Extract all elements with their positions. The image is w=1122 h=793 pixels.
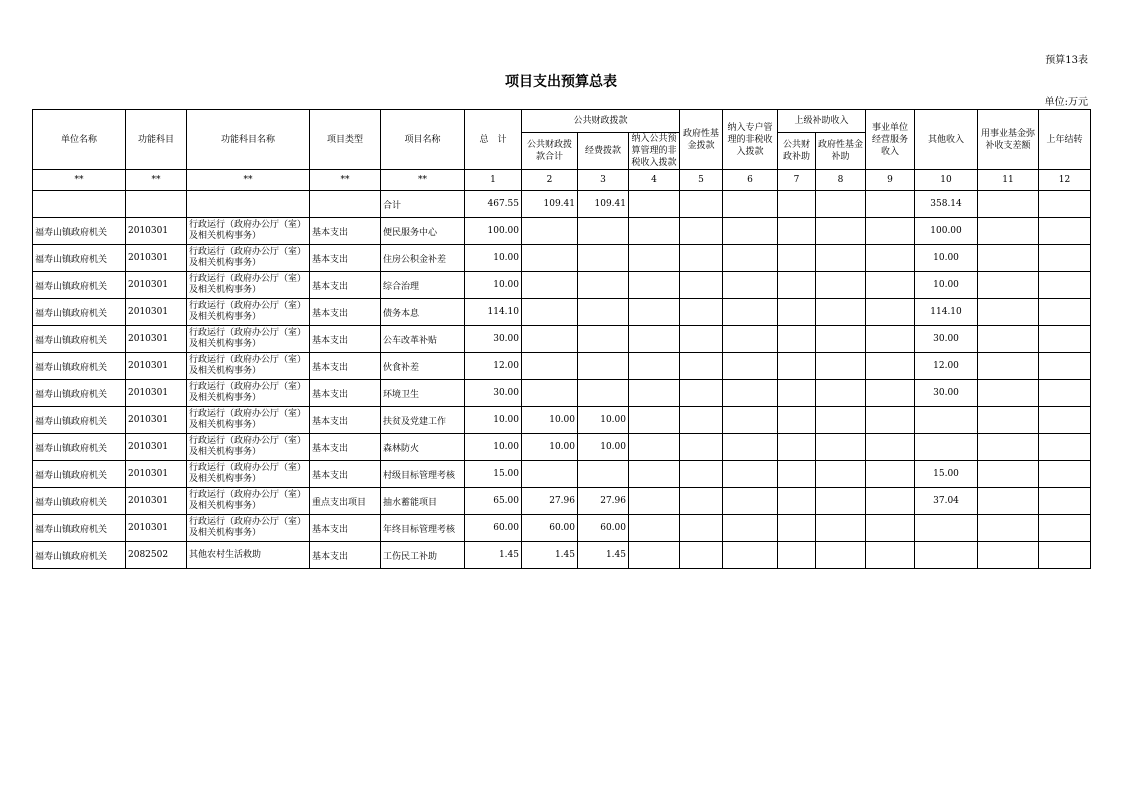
cell-pf-funds [578,299,629,326]
index-cell: 2 [522,170,578,191]
cell-func-code: 2010301 [126,515,187,542]
index-cell: 3 [578,170,629,191]
header-us-public: 公共财政补助 [778,133,816,170]
cell-empty [680,245,723,272]
header-business-income: 事业单位经营服务收入 [866,110,915,170]
cell-empty [816,218,866,245]
cell-pf-total [522,353,578,380]
cell-proj-type: 基本支出 [310,434,381,461]
cell-proj-name: 扶贫及党建工作 [381,407,465,434]
cell-func-code: 2010301 [126,326,187,353]
cell-func-code: 2010301 [126,461,187,488]
cell-empty [629,515,680,542]
cell-func-code: 2010301 [126,245,187,272]
cell-empty [680,326,723,353]
cell-total: 30.00 [465,326,522,353]
cell-proj-type: 基本支出 [310,515,381,542]
header-other-income: 其他收入 [915,110,978,170]
cell-other-income: 100.00 [915,218,978,245]
cell-empty [978,326,1039,353]
cell-total: 100.00 [465,218,522,245]
cell-other-income [915,542,978,569]
cell-empty [816,461,866,488]
cell-empty [680,218,723,245]
index-cell: 10 [915,170,978,191]
cell-empty [978,218,1039,245]
header-proj-type: 项目类型 [310,110,381,170]
cell-empty [723,407,778,434]
cell-empty [978,542,1039,569]
cell-other-income: 37.04 [915,488,978,515]
cell-empty [816,488,866,515]
cell-empty [629,542,680,569]
cell-unit-name: 福寿山镇政府机关 [33,272,126,299]
cell-pf-total [522,380,578,407]
cell-unit-name: 福寿山镇政府机关 [33,299,126,326]
cell-func-name: 行政运行（政府办公厅（室）及相关机构事务） [187,326,310,353]
cell-empty [1039,353,1091,380]
cell-unit-name: 福寿山镇政府机关 [33,542,126,569]
cell-func-code: 2010301 [126,272,187,299]
header-unit-name: 单位名称 [33,110,126,170]
cell-empty [629,353,680,380]
cell-proj-type: 基本支出 [310,299,381,326]
cell-func-name: 行政运行（政府办公厅（室）及相关机构事务） [187,245,310,272]
cell-unit-name: 福寿山镇政府机关 [33,353,126,380]
cell-func-code: 2010301 [126,353,187,380]
cell-empty [629,326,680,353]
cell-empty [866,353,915,380]
cell-total: 65.00 [465,488,522,515]
cell-pf-funds [578,245,629,272]
cell-total: 30.00 [465,380,522,407]
cell-total: 15.00 [465,461,522,488]
cell-proj-type: 基本支出 [310,326,381,353]
cell-empty [866,272,915,299]
cell-empty [816,380,866,407]
index-cell: ** [310,170,381,191]
header-special-nontax: 纳入专户管理的非税收入拨款 [723,110,778,170]
cell-empty [978,353,1039,380]
cell-empty [629,272,680,299]
cell-total: 12.00 [465,353,522,380]
cell-proj-name: 村级目标管理考核 [381,461,465,488]
cell-empty [978,299,1039,326]
cell-proj-name: 债务本息 [381,299,465,326]
cell-empty [723,326,778,353]
table-row [33,407,1091,434]
cell-empty [723,488,778,515]
cell-proj-name: 公车改革补贴 [381,326,465,353]
cell-other-income: 10.00 [915,245,978,272]
cell-unit-name: 福寿山镇政府机关 [33,380,126,407]
cell-proj-name: 伙食补差 [381,353,465,380]
cell-other-income [915,515,978,542]
table-row [33,326,1091,353]
cell-empty [629,218,680,245]
cell-empty [1039,407,1091,434]
index-row [33,170,1091,191]
index-cell: 9 [866,170,915,191]
cell-pf-funds: 10.00 [578,407,629,434]
header-public-finance: 公共财政拨款 [522,110,680,133]
cell-pf-funds [578,326,629,353]
cell-empty [723,461,778,488]
cell-empty [816,353,866,380]
cell-empty [680,299,723,326]
cell-pf-funds: 1.45 [578,542,629,569]
cell-total: 114.10 [465,299,522,326]
unit-label: 单位:万元 [1044,97,1088,108]
cell-other-income: 114.10 [915,299,978,326]
table-row [33,515,1091,542]
cell-pf-total: 10.00 [522,407,578,434]
index-cell: ** [33,170,126,191]
table-row [33,245,1091,272]
cell-func-name: 行政运行（政府办公厅（室）及相关机构事务） [187,515,310,542]
cell-pf-funds: 60.00 [578,515,629,542]
index-cell: 7 [778,170,816,191]
cell-empty [866,380,915,407]
cell-empty [1039,218,1091,245]
total-value: 467.55 [465,191,522,218]
cell-total: 10.00 [465,407,522,434]
cell-total: 10.00 [465,245,522,272]
cell-other-income [915,407,978,434]
cell-pf-total [522,218,578,245]
cell-empty [680,488,723,515]
index-cell: ** [187,170,310,191]
cell-empty [723,380,778,407]
cell-empty [778,272,816,299]
cell-other-income: 12.00 [915,353,978,380]
cell-empty [723,218,778,245]
cell-func-name: 行政运行（政府办公厅（室）及相关机构事务） [187,461,310,488]
cell-func-name: 行政运行（政府办公厅（室）及相关机构事务） [187,353,310,380]
cell-empty [866,299,915,326]
total-label: 合计 [381,191,465,218]
header-last-year: 上年结转 [1039,110,1091,170]
index-cell: 8 [816,170,866,191]
cell-total: 10.00 [465,434,522,461]
cell-empty [778,542,816,569]
cell-pf-total [522,272,578,299]
cell-empty [629,299,680,326]
cell-empty [629,380,680,407]
cell-other-income: 30.00 [915,380,978,407]
header-total: 总 计 [465,110,522,170]
cell-proj-name: 环境卫生 [381,380,465,407]
cell-unit-name: 福寿山镇政府机关 [33,461,126,488]
cell-unit-name: 福寿山镇政府机关 [33,326,126,353]
table-row [33,434,1091,461]
header-pf-funds: 经费拨款 [578,133,629,170]
cell-func-name: 行政运行（政府办公厅（室）及相关机构事务） [187,407,310,434]
cell-func-name: 其他农村生活救助 [187,542,310,569]
cell-empty [680,542,723,569]
total-other-income: 358.14 [915,191,978,218]
cell-empty [778,245,816,272]
cell-unit-name: 福寿山镇政府机关 [33,515,126,542]
header-proj-name: 项目名称 [381,110,465,170]
cell-proj-type: 基本支出 [310,218,381,245]
cell-other-income: 30.00 [915,326,978,353]
cell-empty [723,299,778,326]
cell-pf-total [522,245,578,272]
cell-empty [978,488,1039,515]
cell-empty [629,434,680,461]
cell-proj-name: 便民服务中心 [381,218,465,245]
cell-pf-total: 10.00 [522,434,578,461]
cell-empty [978,380,1039,407]
cell-empty [680,380,723,407]
cell-empty [866,515,915,542]
cell-empty [816,326,866,353]
cell-empty [1039,380,1091,407]
cell-func-code: 2082502 [126,542,187,569]
cell-pf-funds [578,461,629,488]
cell-func-name: 行政运行（政府办公厅（室）及相关机构事务） [187,299,310,326]
index-cell: 11 [978,170,1039,191]
cell-pf-funds [578,353,629,380]
cell-unit-name: 福寿山镇政府机关 [33,434,126,461]
cell-proj-type: 重点支出项目 [310,488,381,515]
cell-func-name: 行政运行（政府办公厅（室）及相关机构事务） [187,218,310,245]
header-func-name: 功能科目名称 [187,110,310,170]
cell-func-name: 行政运行（政府办公厅（室）及相关机构事务） [187,380,310,407]
budget-table [32,109,1091,569]
cell-proj-type: 基本支出 [310,407,381,434]
cell-empty [866,488,915,515]
cell-func-name: 行政运行（政府办公厅（室）及相关机构事务） [187,272,310,299]
cell-empty [723,272,778,299]
cell-empty [1039,299,1091,326]
cell-empty [723,515,778,542]
cell-pf-total: 60.00 [522,515,578,542]
cell-empty [680,272,723,299]
cell-total: 1.45 [465,542,522,569]
cell-empty [778,326,816,353]
cell-empty [778,461,816,488]
cell-other-income: 15.00 [915,461,978,488]
cell-empty [978,515,1039,542]
cell-empty [680,515,723,542]
cell-proj-name: 综合治理 [381,272,465,299]
cell-proj-name: 抽水蓄能项目 [381,488,465,515]
cell-empty [723,245,778,272]
cell-pf-total: 1.45 [522,542,578,569]
cell-pf-funds: 27.96 [578,488,629,515]
cell-empty [629,461,680,488]
cell-proj-name: 住房公积金补差 [381,245,465,272]
cell-empty [629,245,680,272]
cell-empty [816,245,866,272]
cell-empty [866,218,915,245]
table-row [33,218,1091,245]
cell-proj-type: 基本支出 [310,461,381,488]
cell-func-code: 2010301 [126,407,187,434]
cell-empty [778,380,816,407]
cell-func-code: 2010301 [126,380,187,407]
cell-empty [778,218,816,245]
cell-empty [816,542,866,569]
cell-empty [816,299,866,326]
header-func-code: 功能科目 [126,110,187,170]
cell-empty [866,407,915,434]
total-row [33,191,1091,218]
cell-func-code: 2010301 [126,218,187,245]
cell-empty [1039,461,1091,488]
index-cell: 6 [723,170,778,191]
cell-proj-name: 工伤民工补助 [381,542,465,569]
cell-proj-type: 基本支出 [310,245,381,272]
cell-proj-name: 森林防火 [381,434,465,461]
cell-empty [629,407,680,434]
cell-pf-total [522,461,578,488]
cell-empty [723,353,778,380]
cell-empty [978,461,1039,488]
cell-pf-funds [578,218,629,245]
cell-empty [866,461,915,488]
cell-pf-total [522,299,578,326]
header-pf-total: 公共财政拨款合计 [522,133,578,170]
cell-empty [629,488,680,515]
cell-total: 60.00 [465,515,522,542]
page-title: 项目支出预算总表 [505,74,617,90]
table-row [33,299,1091,326]
index-cell: 4 [629,170,680,191]
header-fund-balance: 用事业基金弥补收支差额 [978,110,1039,170]
cell-empty [1039,542,1091,569]
cell-empty [680,434,723,461]
table-row [33,542,1091,569]
form-number: 预算13表 [1045,55,1088,66]
cell-func-name: 行政运行（政府办公厅（室）及相关机构事务） [187,434,310,461]
cell-empty [978,434,1039,461]
index-cell: ** [381,170,465,191]
cell-empty [1039,515,1091,542]
cell-empty [978,407,1039,434]
cell-proj-type: 基本支出 [310,272,381,299]
cell-total: 10.00 [465,272,522,299]
header-gov-fund: 政府性基金拨款 [680,110,723,170]
cell-empty [978,272,1039,299]
table-row [33,488,1091,515]
cell-empty [778,353,816,380]
cell-empty [1039,488,1091,515]
index-cell: 1 [465,170,522,191]
table-row [33,353,1091,380]
cell-empty [978,245,1039,272]
total-pf-total: 109.41 [522,191,578,218]
cell-empty [816,272,866,299]
cell-pf-total [522,326,578,353]
index-cell: 12 [1039,170,1091,191]
cell-proj-name: 年终目标管理考核 [381,515,465,542]
cell-empty [778,299,816,326]
cell-empty [723,542,778,569]
cell-empty [816,407,866,434]
cell-pf-total: 27.96 [522,488,578,515]
cell-proj-type: 基本支出 [310,353,381,380]
cell-empty [866,542,915,569]
cell-empty [1039,434,1091,461]
cell-empty [680,461,723,488]
cell-unit-name: 福寿山镇政府机关 [33,488,126,515]
cell-func-code: 2010301 [126,488,187,515]
cell-empty [816,434,866,461]
table-row [33,380,1091,407]
cell-pf-funds: 10.00 [578,434,629,461]
cell-empty [723,434,778,461]
cell-empty [1039,272,1091,299]
cell-empty [866,434,915,461]
cell-empty [680,353,723,380]
cell-func-name: 行政运行（政府办公厅（室）及相关机构事务） [187,488,310,515]
cell-empty [866,326,915,353]
index-cell: ** [126,170,187,191]
cell-other-income: 10.00 [915,272,978,299]
cell-empty [866,245,915,272]
cell-proj-type: 基本支出 [310,380,381,407]
header-upper-subsidy: 上级补助收入 [778,110,866,133]
index-cell: 5 [680,170,723,191]
table-row [33,272,1091,299]
cell-empty [680,407,723,434]
cell-empty [1039,326,1091,353]
cell-unit-name: 福寿山镇政府机关 [33,245,126,272]
table-row [33,461,1091,488]
cell-empty [778,515,816,542]
cell-pf-funds [578,272,629,299]
cell-unit-name: 福寿山镇政府机关 [33,407,126,434]
cell-pf-funds [578,380,629,407]
total-pf-funds: 109.41 [578,191,629,218]
cell-func-code: 2010301 [126,434,187,461]
cell-empty [778,407,816,434]
cell-empty [816,515,866,542]
cell-func-code: 2010301 [126,299,187,326]
cell-other-income [915,434,978,461]
header-pf-nontax: 纳入公共预算管理的非税收入拨款 [629,133,680,170]
cell-empty [778,488,816,515]
cell-empty [1039,245,1091,272]
cell-proj-type: 基本支出 [310,542,381,569]
cell-empty [778,434,816,461]
cell-unit-name: 福寿山镇政府机关 [33,218,126,245]
header-us-gov: 政府性基金补助 [816,133,866,170]
